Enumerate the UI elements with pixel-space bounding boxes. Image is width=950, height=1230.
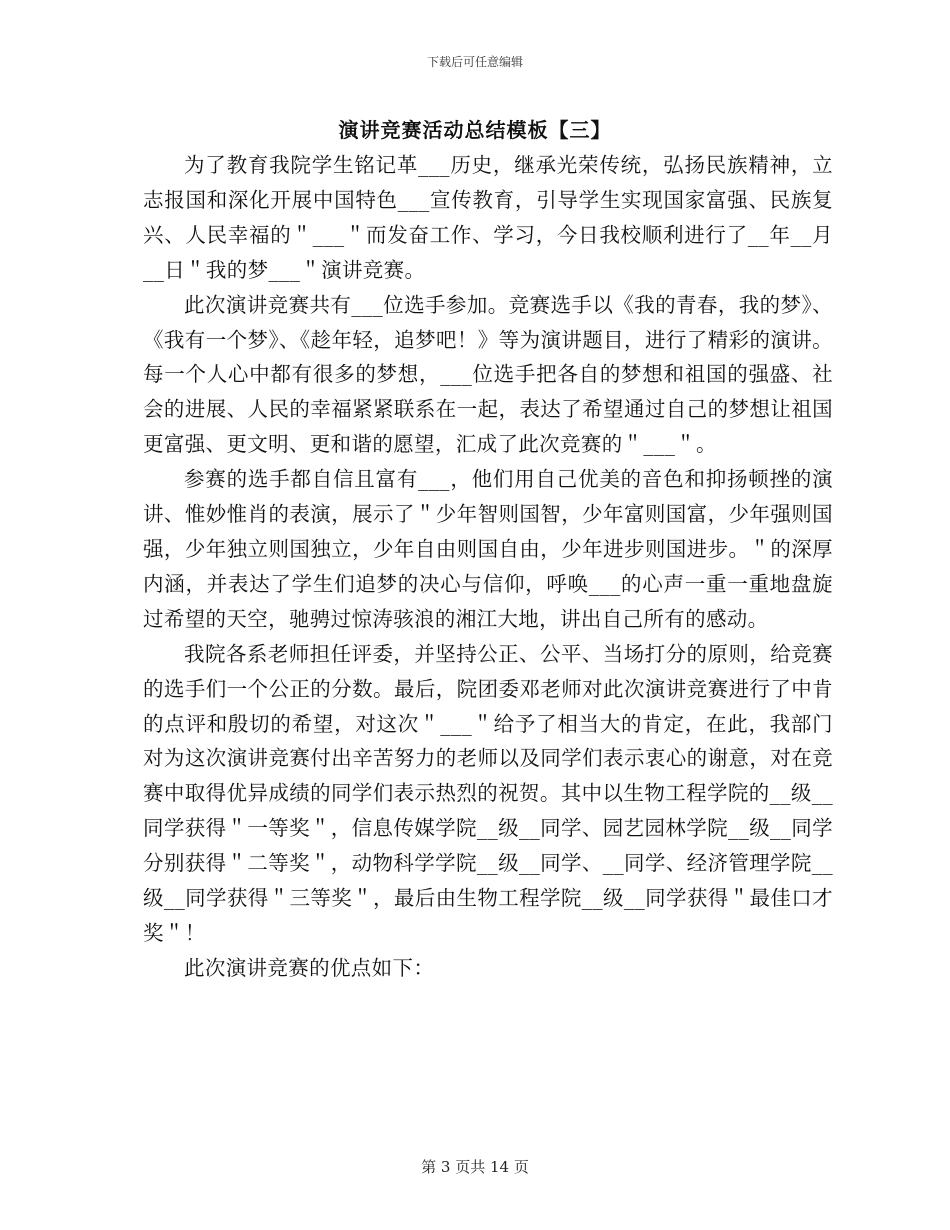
document-title: 演讲竞赛活动总结模板【三】 [338, 118, 612, 142]
paragraph-judging-results: 我院各系老师担任评委，并坚持公正、公平、当场打分的原则，给竞赛的选手们一个公正的分数。最后，院团委邓老师对此次演讲竞赛进行了中肯的点评和殷切的希望，对这次＂___＂给予了相当大的肯定，在此，我部门对为这次演讲竞赛付出辛苦努力的老师以及同学们表示衷心的谢意，对在竞赛中取得优异成绩的同学们表示热烈的祝贺。其中以生物工程学院的__级__同学获得＂一等奖＂，信息传媒学院__级__同学、园艺园林学院__级__同学分别获得＂二等奖＂，动物科学学院__级__同学、__同学、经济管理学院__级__同学获得＂三等奖＂，最后由生物工程学院__级__同学获得＂最佳口才奖＂！ [143, 641, 833, 945]
document-body [143, 148, 833, 986]
header-note: 下载后可任意编辑 [426, 55, 523, 69]
paragraph-advantages-heading: 此次演讲竞赛的优点如下： [184, 955, 435, 980]
paragraph-performance: 参赛的选手都自信且富有___，他们用自己优美的音色和抑扬顿挫的演讲、惟妙惟肖的表演，展示了＂少年智则国智，少年富则国富，少年强则国强，少年独立则国独立，少年自由则国自由，少年进步则国进步。＂的深厚内涵，并表达了学生们追梦的决心与信仰，呼唤___的心声一重一重地盘旋过希望的天空，驰骋过惊涛骇浪的湘江大地，讲出自己所有的感动。 [143, 467, 833, 631]
paragraph-intro: 为了教育我院学生铭记革___历史，继承光荣传统，弘扬民族精神，立志报国和深化开展中国特色___宣传教育，引导学生实现国家富强、民族复兴、人民幸福的＂___＂而发奋工作、学习，今日我校顺利进行了__年__月__日＂我的梦___＂演讲竞赛。 [143, 153, 833, 282]
page-number: 第 3 页共 14 页 [421, 1158, 529, 1176]
paragraph-contestants: 此次演讲竞赛共有___位选手参加。竞赛选手以《我的青春，我的梦》、《我有一个梦》、《趁年轻，追梦吧！》等为演讲题目，进行了精彩的演讲。每一个人心中都有很多的梦想，___位选手把各自的梦想和祖国的强盛、社会的进展、人民的幸福紧紧联系在一起，表达了希望通过自己的梦想让祖国更富强、更文明、更和谐的愿望，汇成了此次竞赛的＂___＂。 [143, 292, 833, 457]
